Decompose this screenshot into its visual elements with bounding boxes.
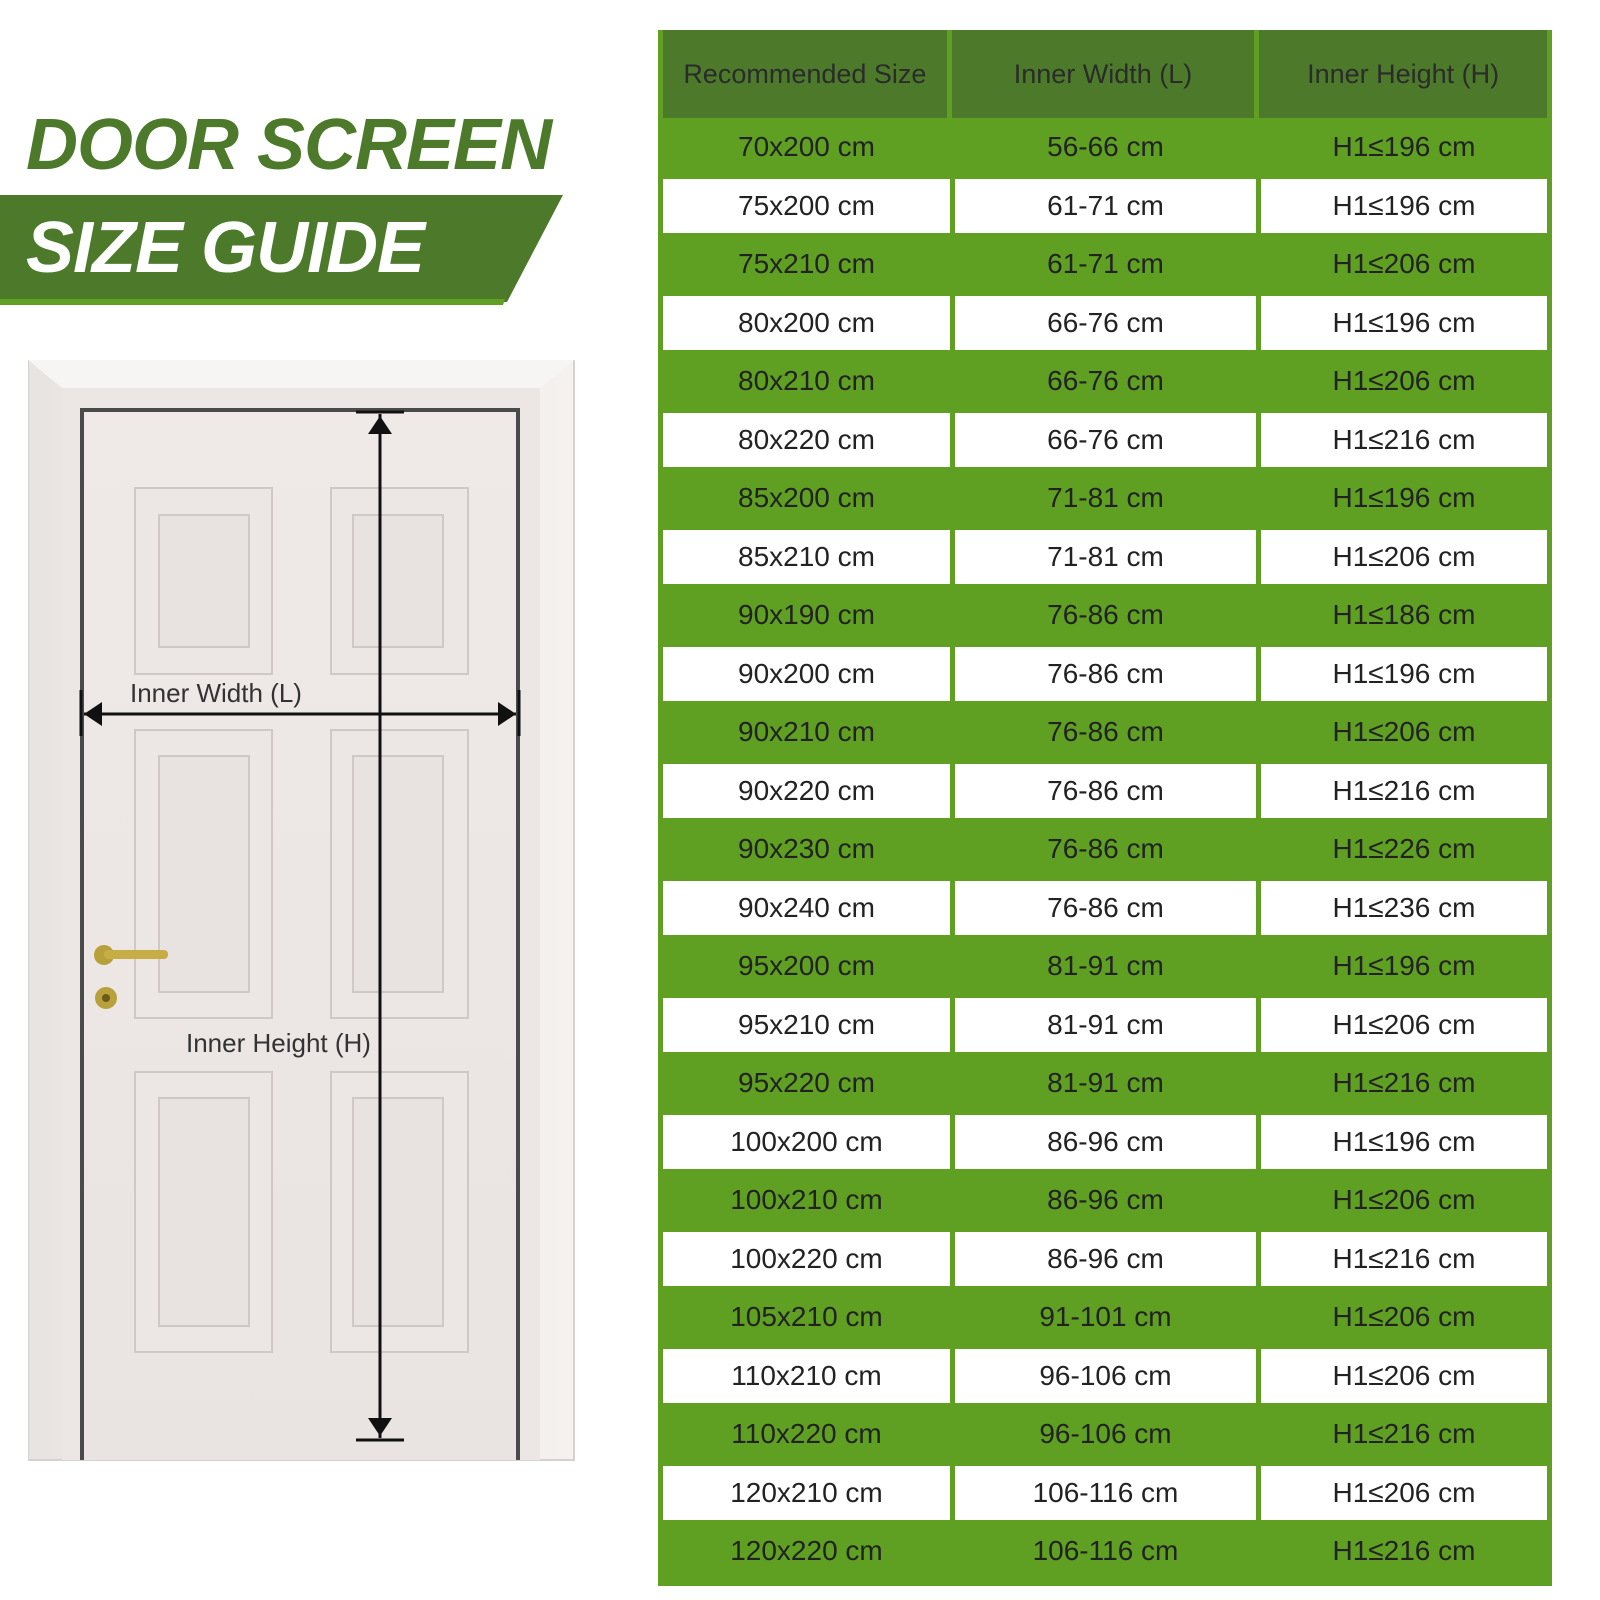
cell-inner-width: 61-71 cm (950, 235, 1256, 294)
header-recommended-size: Recommended Size (683, 58, 927, 89)
table-row (663, 294, 1547, 353)
cell-inner-width: 76-86 cm (950, 645, 1256, 704)
table-body (663, 118, 1547, 1581)
cell-inner-width: 81-91 cm (950, 1054, 1256, 1113)
cell-inner-width: 66-76 cm (950, 294, 1256, 353)
cell-recommended-size: 95x210 cm (663, 996, 950, 1055)
cell-inner-width: 76-86 cm (950, 586, 1256, 645)
cell-recommended-size: 80x220 cm (663, 411, 950, 470)
cell-recommended-size: 120x210 cm (663, 1464, 950, 1523)
table-row (663, 469, 1547, 528)
cell-inner-height: H1≤196 cm (1256, 645, 1547, 704)
cell-inner-width: 76-86 cm (950, 820, 1256, 879)
cell-recommended-size: 75x200 cm (663, 177, 950, 236)
cell-inner-height: H1≤196 cm (1256, 118, 1547, 177)
cell-inner-height: H1≤196 cm (1256, 177, 1547, 236)
cell-inner-width: 56-66 cm (950, 118, 1256, 177)
cell-inner-height: H1≤186 cm (1256, 586, 1547, 645)
table-row (663, 996, 1547, 1055)
cell-inner-width: 76-86 cm (950, 879, 1256, 938)
cell-inner-height: H1≤216 cm (1256, 1405, 1547, 1464)
table-row (663, 1405, 1547, 1464)
cell-inner-height: H1≤216 cm (1256, 411, 1547, 470)
table-row (663, 1464, 1547, 1523)
cell-inner-height: H1≤206 cm (1256, 1171, 1547, 1230)
cell-recommended-size: 90x210 cm (663, 703, 950, 762)
cell-inner-height: H1≤206 cm (1256, 996, 1547, 1055)
cell-inner-width: 86-96 cm (950, 1171, 1256, 1230)
table-row (663, 1230, 1547, 1289)
cell-recommended-size: 85x200 cm (663, 469, 950, 528)
table-row (663, 879, 1547, 938)
table-row (663, 411, 1547, 470)
cell-inner-width: 96-106 cm (950, 1405, 1256, 1464)
cell-inner-width: 76-86 cm (950, 762, 1256, 821)
cell-inner-height: H1≤226 cm (1256, 820, 1547, 879)
cell-recommended-size: 90x240 cm (663, 879, 950, 938)
cell-recommended-size: 95x220 cm (663, 1054, 950, 1113)
cell-inner-width: 61-71 cm (950, 177, 1256, 236)
table-row (663, 1522, 1547, 1581)
cell-inner-width: 91-101 cm (950, 1288, 1256, 1347)
cell-recommended-size: 75x210 cm (663, 235, 950, 294)
header-inner-width: Inner Width (L) (947, 30, 1255, 118)
inner-height-label: Inner Height (H) (186, 1028, 371, 1058)
cell-recommended-size: 90x190 cm (663, 586, 950, 645)
cell-recommended-size: 110x220 cm (663, 1405, 950, 1464)
cell-inner-height: H1≤196 cm (1256, 469, 1547, 528)
cell-inner-height: H1≤216 cm (1256, 762, 1547, 821)
cell-recommended-size: 90x200 cm (663, 645, 950, 704)
header-inner-height: Inner Height (H) (1254, 30, 1547, 118)
cell-recommended-size: 100x210 cm (663, 1171, 950, 1230)
cell-recommended-size: 85x210 cm (663, 528, 950, 587)
table-row (663, 118, 1547, 177)
cell-inner-width: 106-116 cm (950, 1464, 1256, 1523)
cell-inner-height: H1≤206 cm (1256, 703, 1547, 762)
table-row (663, 235, 1547, 294)
cell-inner-width: 86-96 cm (950, 1230, 1256, 1289)
title-size-guide: SIZE GUIDE (26, 208, 425, 288)
cell-inner-width: 106-116 cm (950, 1522, 1256, 1581)
cell-recommended-size: 120x220 cm (663, 1522, 950, 1581)
cell-inner-width: 66-76 cm (950, 352, 1256, 411)
cell-inner-height: H1≤206 cm (1256, 1288, 1547, 1347)
cell-recommended-size: 100x220 cm (663, 1230, 950, 1289)
table-row (663, 1113, 1547, 1172)
table-row (663, 820, 1547, 879)
cell-recommended-size: 80x200 cm (663, 294, 950, 353)
cell-inner-height: H1≤206 cm (1256, 1347, 1547, 1406)
cell-inner-height: H1≤216 cm (1256, 1522, 1547, 1581)
cell-inner-height: H1≤206 cm (1256, 528, 1547, 587)
cell-inner-height: H1≤206 cm (1256, 1464, 1547, 1523)
table-row (663, 177, 1547, 236)
table-row (663, 352, 1547, 411)
cell-recommended-size: 90x220 cm (663, 762, 950, 821)
cell-inner-height: H1≤216 cm (1256, 1054, 1547, 1113)
cell-recommended-size: 100x200 cm (663, 1113, 950, 1172)
cell-inner-height: H1≤196 cm (1256, 1113, 1547, 1172)
table-row (663, 1171, 1547, 1230)
cell-recommended-size: 105x210 cm (663, 1288, 950, 1347)
cell-inner-height: H1≤216 cm (1256, 1230, 1547, 1289)
table-header (663, 30, 1547, 118)
cell-inner-height: H1≤236 cm (1256, 879, 1547, 938)
table-row (663, 937, 1547, 996)
table-row (663, 528, 1547, 587)
cell-inner-height: H1≤206 cm (1256, 235, 1547, 294)
table-row (663, 1288, 1547, 1347)
inner-width-label: Inner Width (L) (130, 678, 302, 708)
table-row (663, 645, 1547, 704)
title-door-screen: DOOR SCREEN (26, 105, 552, 185)
cell-recommended-size: 80x210 cm (663, 352, 950, 411)
cell-inner-width: 96-106 cm (950, 1347, 1256, 1406)
cell-inner-width: 86-96 cm (950, 1113, 1256, 1172)
cell-inner-width: 66-76 cm (950, 411, 1256, 470)
cell-inner-width: 71-81 cm (950, 469, 1256, 528)
door-illustration (28, 360, 588, 1496)
cell-recommended-size: 95x200 cm (663, 937, 950, 996)
table-row (663, 586, 1547, 645)
cell-inner-width: 81-91 cm (950, 937, 1256, 996)
cell-inner-height: H1≤196 cm (1256, 294, 1547, 353)
table-row (663, 762, 1547, 821)
table-row (663, 1347, 1547, 1406)
cell-recommended-size: 110x210 cm (663, 1347, 950, 1406)
size-table (658, 30, 1552, 1586)
cell-recommended-size: 70x200 cm (663, 118, 950, 177)
door-drawing (28, 360, 588, 1496)
cell-recommended-size: 90x230 cm (663, 820, 950, 879)
cell-inner-height: H1≤206 cm (1256, 352, 1547, 411)
cell-inner-width: 71-81 cm (950, 528, 1256, 587)
cell-inner-height: H1≤196 cm (1256, 937, 1547, 996)
cell-inner-width: 81-91 cm (950, 996, 1256, 1055)
table-row (663, 703, 1547, 762)
table-row (663, 1054, 1547, 1113)
cell-inner-width: 76-86 cm (950, 703, 1256, 762)
